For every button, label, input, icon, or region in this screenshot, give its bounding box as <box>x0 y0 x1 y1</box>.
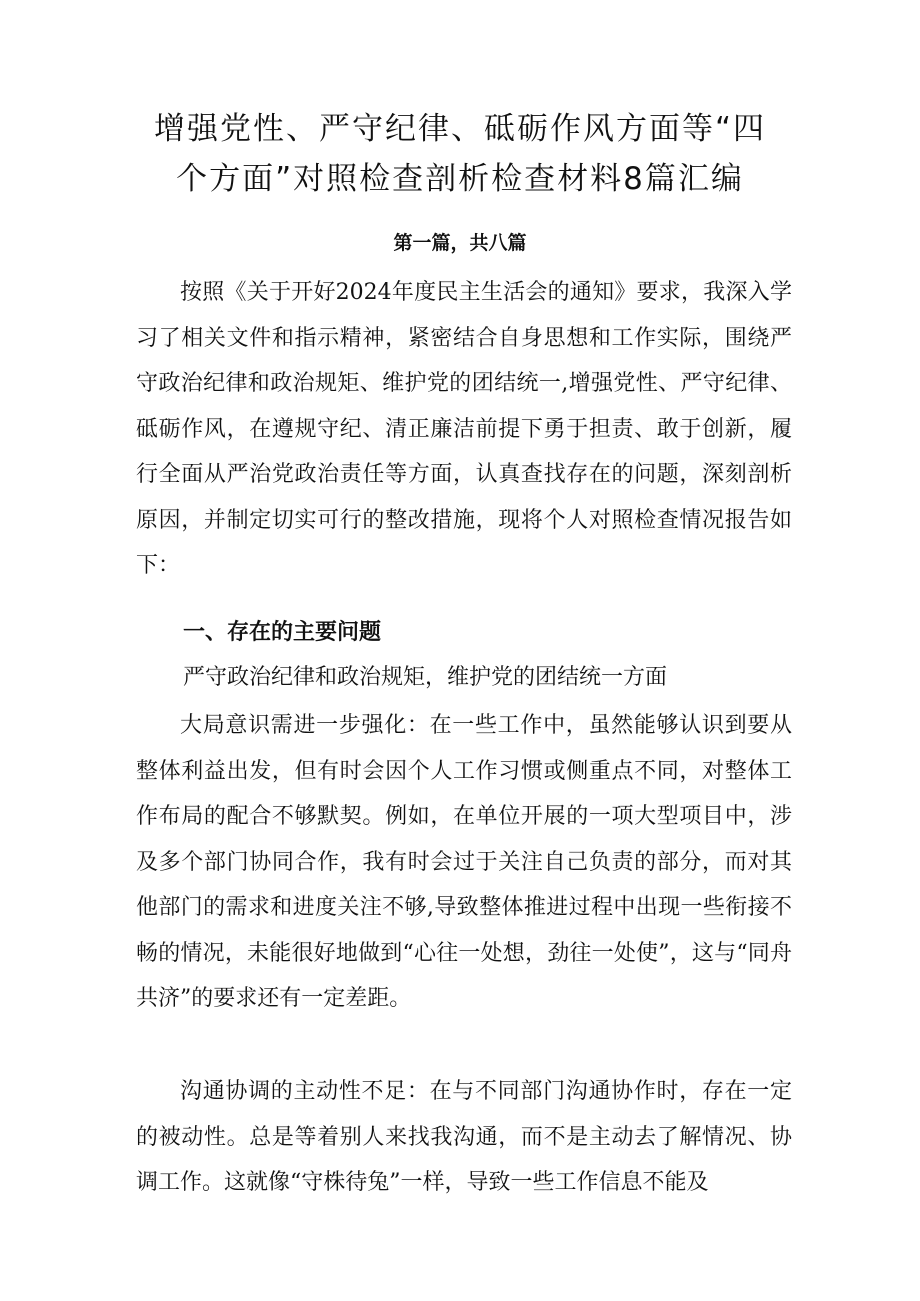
document-subtitle: 第一篇，共八篇 <box>393 232 527 254</box>
title-line-1: 增强党性、严守纪律、砥砺作风方面等“四 <box>153 111 767 147</box>
section-subheading: 严守政治纪律和政治规矩，维护党的团结统一方面 <box>183 665 668 690</box>
section-heading: 一、存在的主要问题 <box>183 619 382 645</box>
title-line-2: 个方面”对照检查剖析检查材料8篇汇编 <box>176 161 744 197</box>
document-title <box>120 104 800 204</box>
body-paragraph-3: 沟通协调的主动性不足：在与不同部门沟通协作时，存在一定的被动性。总是等着别人来找我沟通，而不是主动去了解情况、协调工作。这就像“守株待兔”一样，导致一些工作信息不能及 <box>136 1079 792 1195</box>
intro-paragraph: 按照《关于开好2024年度民主生活会的通知》要求，我深入学习了相关文件和指示精神，紧密结合自身思想和工作实际，围绕严守政治纪律和政治规矩、维护党的团结统一,增强党性、严守纪律、砥砺作风，在遵规守纪、清正廉洁前提下勇于担责、敢于创新，履行全面从严治党政治责任等方面，认真查找存在的问题，深刻剖析原因，并制定切实可行的整改措施，现将个人对照检查情况报告如下： <box>136 280 792 578</box>
body-paragraph-2: 大局意识需进一步强化：在一些工作中，虽然能够认识到要从整体利益出发，但有时会因个人工作习惯或侧重点不同，对整体工作布局的配合不够默契。例如，在单位开展的一项大型项目中，涉及多个部门协同合作，我有时会过于关注自己负责的部分，而对其他部门的需求和进度关注不够,导致整体推进过程中出现一些衔接不畅的情况，未能很好地做到“心往一处想，劲往一处使”，这与“同舟共济”的要求还有一定差距。 <box>136 713 792 1011</box>
